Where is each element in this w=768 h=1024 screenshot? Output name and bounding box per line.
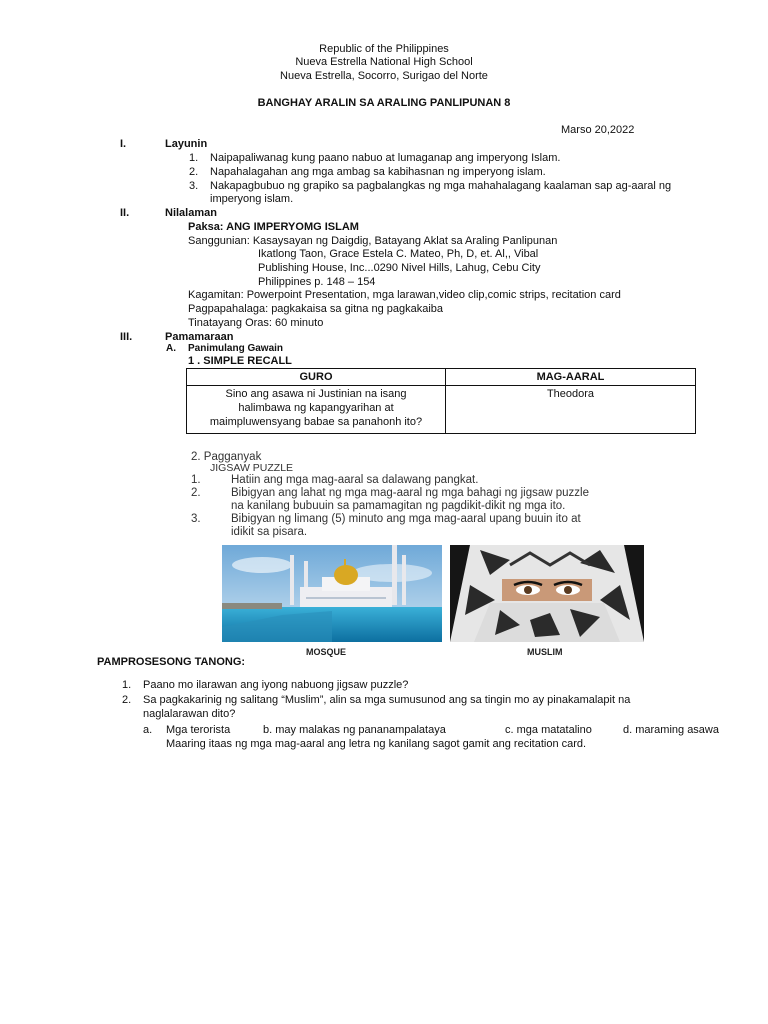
- header-address: Nueva Estrella, Socorro, Surigao del Norte: [280, 70, 488, 82]
- recall-table: [186, 368, 696, 434]
- question-text: Paano mo ilarawan ang iyong nabuong jigsaw puzzle?: [143, 679, 409, 691]
- objective-number: 2.: [189, 166, 199, 178]
- date: Marso 20,2022: [561, 124, 635, 136]
- choice-b: b. may malakas ng pananampalataya: [263, 724, 446, 736]
- pagganyak-number: 3.: [191, 513, 201, 525]
- objective-text-cont: imperyong islam.: [210, 193, 294, 205]
- pagganyak-number: 1.: [191, 474, 201, 486]
- table-header-mag-aaral: [446, 369, 696, 386]
- col-header: MAG-AARAL: [536, 371, 605, 383]
- pagganyak-title: 2. Pagganyak: [191, 451, 262, 463]
- simple-recall-title: 1 . SIMPLE RECALL: [188, 355, 292, 367]
- question-text: Sa pagkakarinig ng salitang “Muslim”, alin sa mga sumusunod ang sa tingin mo ay pinakamalapit na: [143, 694, 631, 706]
- choice-d: d. maraming asawa: [623, 724, 719, 736]
- muslim-caption: MUSLIM: [527, 647, 563, 657]
- pagganyak-text: Bibigyan ang lahat ng mga mag-aaral ng mga bahagi ng jigsaw puzzle: [231, 487, 590, 499]
- section3-label: Pamamaraan: [165, 331, 234, 343]
- header-republic: Republic of the Philippines: [319, 43, 449, 55]
- objective-text: Napahalagahan ang mga ambag sa kabihasnan ng imperyong islam.: [210, 166, 546, 178]
- objective-text: Naipapaliwanag kung paano nabuo at lumaganap ang imperyong Islam.: [210, 152, 561, 164]
- mosque-image: [222, 545, 442, 642]
- section1-label: Layunin: [165, 138, 208, 150]
- jigsaw-subtitle: JIGSAW PUZZLE: [210, 462, 294, 474]
- pagganyak-text: Hatiin ang mga mag-aaral sa dalawang pangkat.: [231, 474, 479, 486]
- tinatayang-oras: Tinatayang Oras: 60 minuto: [188, 317, 324, 329]
- question-line: maimpluwensyang babae sa panahonh ito?: [209, 416, 423, 428]
- choice-letter: a.: [143, 724, 153, 736]
- sanggunian-line: Sanggunian: Kasaysayan ng Daigdig, Batayang Aklat sa Araling Panlipunan: [188, 235, 558, 247]
- section3-num: III.: [120, 331, 133, 343]
- header-school: Nueva Estrella National High School: [295, 56, 473, 68]
- question-number: 1.: [122, 679, 132, 691]
- choice-c: c. mga matatalino: [505, 724, 592, 736]
- sanggunian-line: Philippines p. 148 – 154: [258, 276, 376, 288]
- sanggunian-line: Ikatlong Taon, Grace Estela C. Mateo, Ph, D, et. Al,, Vibal: [258, 248, 539, 260]
- objective-text: Nakapagbubuo ng grapiko sa pagbalangkas ng mga mahahalagang kaalaman sap ag-aaral ng: [210, 180, 672, 192]
- pagganyak-text: na kanilang bubuuin sa pamamagitan ng pagdikit-dikit ng mga ito.: [231, 500, 566, 512]
- objective-number: 3.: [189, 180, 199, 192]
- sanggunian-line: Publishing House, Inc...0290 Nivel Hills, Lahug, Cebu City: [258, 262, 541, 274]
- pagganyak-text: idikit sa pisara.: [231, 526, 308, 538]
- question-number: 2.: [122, 694, 132, 706]
- recitation-note: Maaring itaas ng mga mag-aaral ang letra ng kanilang sagot gamit ang recitation card.: [166, 738, 587, 750]
- subsection-letter: A.: [166, 343, 176, 354]
- choice-a: Mga terorista: [166, 724, 231, 736]
- objective-number: 1.: [189, 152, 199, 164]
- question-line: halimbawa ng kapangyarihan at: [238, 402, 394, 414]
- mosque-caption: MOSQUE: [306, 647, 347, 657]
- section2-num: II.: [120, 207, 130, 219]
- page-title: BANGHAY ARALIN SA ARALING PANLIPUNAN 8: [257, 97, 511, 109]
- answer-text: Theodora: [546, 388, 595, 400]
- pagpapahalaga: Pagpapahalaga: pagkakaisa sa gitna ng pagkakaiba: [188, 303, 444, 315]
- paksa: Paksa: ANG IMPERYOMG ISLAM: [188, 221, 359, 233]
- section2-label: Nilalaman: [165, 207, 217, 219]
- col-header: GURO: [299, 371, 333, 383]
- question-cell: [187, 386, 446, 434]
- pagganyak-number: 2.: [191, 487, 201, 499]
- muslim-woman-image: [450, 545, 644, 642]
- question-line: Sino ang asawa ni Justinian na isang: [225, 388, 407, 400]
- subsection-label: Panimulang Gawain: [188, 343, 284, 354]
- question-text-cont: naglalarawan dito?: [143, 708, 236, 720]
- questions-heading: PAMPROSESONG TANONG:: [97, 656, 246, 668]
- table-header-guro: [187, 369, 446, 386]
- section1-num: I.: [120, 138, 127, 150]
- kagamitan: Kagamitan: Powerpoint Presentation, mga larawan,video clip,comic strips, recitation card: [188, 289, 621, 301]
- pagganyak-text: Bibigyan ng limang (5) minuto ang mga mag-aaral upang buuin ito at: [231, 513, 581, 525]
- answer-cell: [446, 386, 696, 434]
